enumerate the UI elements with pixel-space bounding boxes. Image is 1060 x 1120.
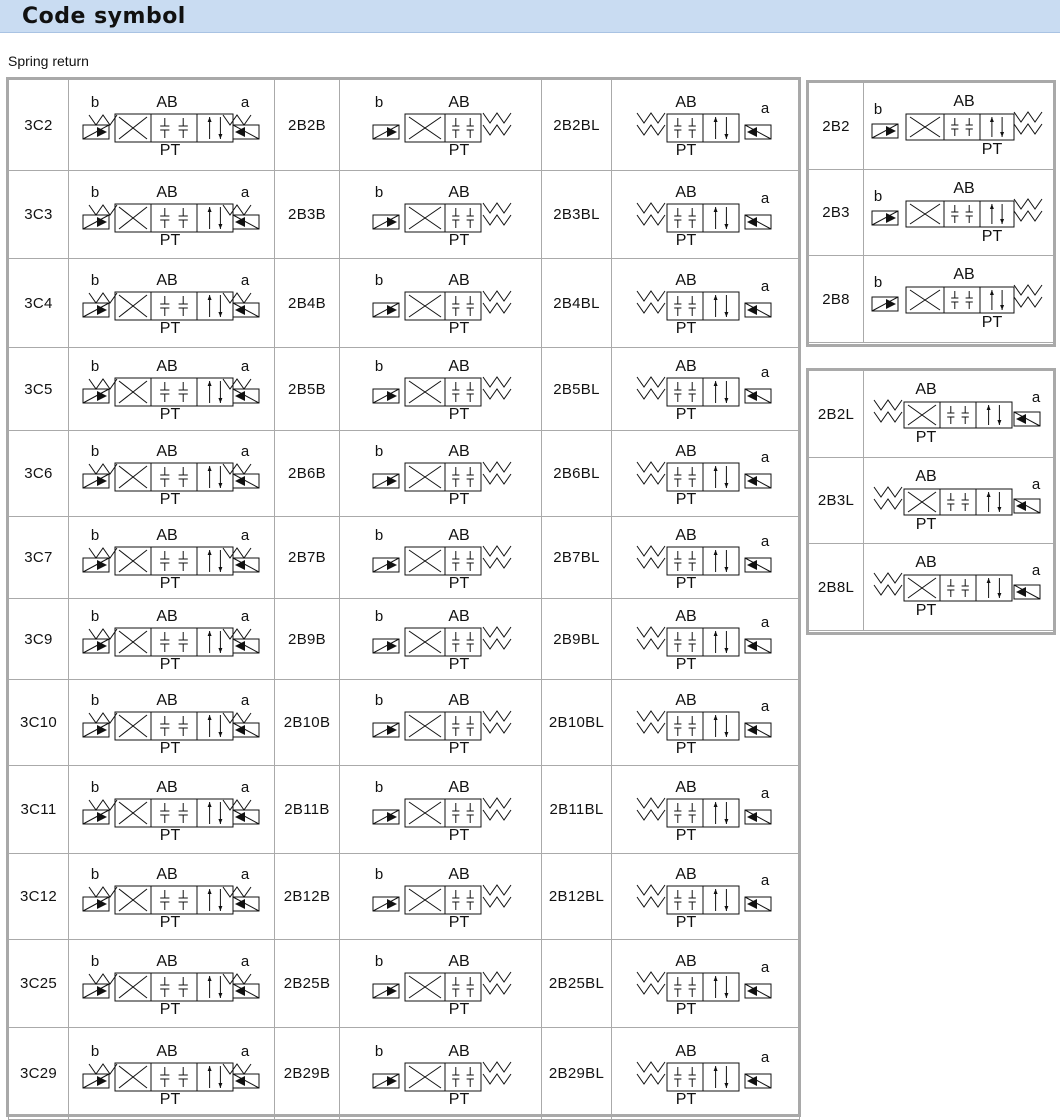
- main-symbol-table: [8, 79, 800, 1120]
- symbol-row: [809, 83, 1055, 170]
- valve-symbol-diagram: [612, 940, 800, 1028]
- svg-text:AB: AB: [448, 1042, 470, 1060]
- section-subtitle: Spring return: [8, 53, 89, 69]
- model-code: 3C2: [9, 80, 69, 171]
- svg-text:PT: PT: [448, 406, 470, 423]
- svg-text:b: b: [90, 526, 100, 544]
- valve-symbol-diagram: [340, 259, 542, 348]
- svg-text:a: a: [240, 608, 250, 625]
- valve-symbol-diagram: [612, 80, 800, 171]
- svg-text:PT: PT: [448, 490, 470, 508]
- valve-symbol-diagram: [864, 371, 1055, 458]
- svg-text:PT: PT: [159, 826, 181, 844]
- model-code: 2B7B: [275, 517, 340, 599]
- model-code: 2B3B: [275, 171, 340, 259]
- symbol-row: [9, 348, 800, 431]
- svg-text:PT: PT: [981, 141, 1003, 158]
- svg-text:AB: AB: [156, 272, 178, 289]
- svg-text:PT: PT: [448, 142, 470, 159]
- svg-text:AB: AB: [156, 608, 178, 625]
- svg-text:b: b: [374, 608, 384, 625]
- svg-text:a: a: [760, 532, 770, 550]
- valve-symbol-diagram: [69, 517, 275, 599]
- valve-symbol-diagram: [69, 80, 275, 171]
- svg-text:PT: PT: [675, 231, 697, 249]
- svg-text:PT: PT: [675, 656, 697, 673]
- model-code: 3C3: [9, 171, 69, 259]
- svg-text:b: b: [90, 952, 100, 970]
- svg-text:b: b: [90, 358, 100, 375]
- svg-text:a: a: [240, 183, 250, 201]
- svg-text:PT: PT: [915, 515, 937, 533]
- model-code: 3C12: [9, 854, 69, 940]
- svg-text:b: b: [873, 187, 883, 205]
- model-code: 3C29: [9, 1028, 69, 1120]
- valve-symbol-diagram: [340, 680, 542, 766]
- valve-symbol-diagram: [612, 680, 800, 766]
- svg-text:b: b: [374, 183, 384, 201]
- model-code: 2B2B: [275, 80, 340, 171]
- svg-text:AB: AB: [448, 865, 470, 883]
- model-code: 2B29B: [275, 1028, 340, 1120]
- svg-text:PT: PT: [448, 739, 470, 757]
- svg-text:PT: PT: [675, 826, 697, 844]
- symbol-row: [9, 940, 800, 1028]
- svg-text:b: b: [90, 778, 100, 796]
- svg-text:AB: AB: [675, 1042, 697, 1060]
- svg-text:AB: AB: [448, 952, 470, 970]
- svg-text:PT: PT: [675, 1000, 697, 1018]
- model-code: 2B8: [809, 256, 864, 343]
- svg-text:AB: AB: [953, 266, 975, 283]
- svg-text:AB: AB: [156, 778, 178, 796]
- valve-symbol-diagram: [612, 348, 800, 431]
- svg-text:PT: PT: [159, 320, 181, 337]
- model-code: 2B6B: [275, 431, 340, 517]
- symbol-row: [9, 680, 800, 766]
- svg-text:a: a: [760, 100, 770, 117]
- svg-text:a: a: [760, 614, 770, 631]
- model-code: 3C4: [9, 259, 69, 348]
- svg-text:b: b: [90, 183, 100, 201]
- valve-symbol-diagram: [612, 854, 800, 940]
- svg-text:b: b: [90, 1042, 100, 1060]
- svg-text:a: a: [1031, 475, 1041, 493]
- svg-text:AB: AB: [953, 93, 975, 110]
- svg-text:AB: AB: [915, 554, 937, 571]
- svg-text:PT: PT: [448, 656, 470, 673]
- svg-text:AB: AB: [448, 608, 470, 625]
- model-code: 3C5: [9, 348, 69, 431]
- valve-symbol-diagram: [340, 766, 542, 854]
- model-code: 2B4B: [275, 259, 340, 348]
- valve-symbol-diagram: [612, 766, 800, 854]
- svg-text:PT: PT: [675, 490, 697, 508]
- svg-text:a: a: [240, 778, 250, 796]
- valve-symbol-diagram: [864, 544, 1055, 631]
- model-code: 2B12B: [275, 854, 340, 940]
- svg-text:PT: PT: [159, 574, 181, 592]
- svg-text:AB: AB: [156, 183, 178, 201]
- svg-text:a: a: [760, 1048, 770, 1066]
- svg-text:a: a: [240, 1042, 250, 1060]
- svg-text:b: b: [374, 865, 384, 883]
- model-code: 2B9B: [275, 599, 340, 680]
- svg-text:AB: AB: [156, 442, 178, 460]
- svg-text:AB: AB: [675, 183, 697, 201]
- svg-text:AB: AB: [156, 94, 178, 111]
- valve-symbol-diagram: [340, 171, 542, 259]
- symbol-row: [9, 854, 800, 940]
- valve-symbol-diagram: [340, 517, 542, 599]
- svg-text:a: a: [240, 691, 250, 709]
- svg-text:PT: PT: [675, 406, 697, 423]
- svg-text:AB: AB: [675, 526, 697, 544]
- valve-symbol-diagram: [69, 171, 275, 259]
- svg-text:AB: AB: [448, 183, 470, 201]
- valve-symbol-diagram: [69, 766, 275, 854]
- svg-text:a: a: [760, 697, 770, 715]
- svg-text:AB: AB: [675, 778, 697, 796]
- valve-symbol-diagram: [340, 1028, 542, 1120]
- symbol-row: [809, 544, 1055, 631]
- valve-symbol-diagram: [612, 171, 800, 259]
- svg-text:b: b: [90, 272, 100, 289]
- svg-text:a: a: [760, 958, 770, 976]
- valve-symbol-diagram: [69, 680, 275, 766]
- svg-text:AB: AB: [675, 865, 697, 883]
- valve-symbol-diagram: [612, 431, 800, 517]
- model-code: 2B10B: [275, 680, 340, 766]
- svg-text:PT: PT: [981, 314, 1003, 331]
- svg-text:PT: PT: [675, 320, 697, 337]
- svg-text:AB: AB: [675, 358, 697, 375]
- model-code: 3C25: [9, 940, 69, 1028]
- symbol-row: [9, 517, 800, 599]
- svg-text:b: b: [374, 442, 384, 460]
- symbol-row: [9, 171, 800, 259]
- svg-text:b: b: [90, 442, 100, 460]
- model-code: 3C6: [9, 431, 69, 517]
- svg-text:AB: AB: [448, 94, 470, 111]
- svg-text:a: a: [760, 364, 770, 381]
- model-code: 2B4BL: [542, 259, 612, 348]
- svg-text:AB: AB: [448, 691, 470, 709]
- symbol-row: [809, 371, 1055, 458]
- svg-text:PT: PT: [159, 656, 181, 673]
- model-code: 2B5B: [275, 348, 340, 431]
- svg-text:AB: AB: [448, 272, 470, 289]
- svg-text:AB: AB: [156, 952, 178, 970]
- svg-text:PT: PT: [159, 1000, 181, 1018]
- symbol-row: [9, 431, 800, 517]
- model-code: 2B25BL: [542, 940, 612, 1028]
- model-code: 2B6BL: [542, 431, 612, 517]
- svg-text:a: a: [1031, 562, 1041, 579]
- svg-text:AB: AB: [675, 442, 697, 460]
- symbol-row: [9, 1028, 800, 1120]
- side-symbol-table-bottom: [808, 370, 1055, 631]
- svg-text:AB: AB: [156, 358, 178, 375]
- svg-text:PT: PT: [448, 826, 470, 844]
- symbol-row: [809, 170, 1055, 256]
- model-code: 3C7: [9, 517, 69, 599]
- valve-symbol-diagram: [69, 431, 275, 517]
- symbol-row: [9, 259, 800, 348]
- svg-text:a: a: [760, 189, 770, 207]
- symbol-row: [9, 599, 800, 680]
- valve-symbol-diagram: [340, 599, 542, 680]
- svg-text:a: a: [240, 952, 250, 970]
- svg-text:PT: PT: [159, 406, 181, 423]
- svg-text:b: b: [374, 691, 384, 709]
- svg-text:b: b: [873, 274, 883, 291]
- svg-text:AB: AB: [448, 778, 470, 796]
- symbol-row: [809, 256, 1055, 343]
- svg-text:PT: PT: [448, 1000, 470, 1018]
- valve-symbol-diagram: [612, 259, 800, 348]
- valve-symbol-diagram: [864, 170, 1055, 256]
- valve-symbol-diagram: [340, 940, 542, 1028]
- section-title: Code symbol: [22, 4, 186, 29]
- svg-text:PT: PT: [675, 1090, 697, 1108]
- svg-text:PT: PT: [448, 574, 470, 592]
- valve-symbol-diagram: [864, 458, 1055, 544]
- svg-text:AB: AB: [915, 467, 937, 485]
- svg-text:b: b: [374, 526, 384, 544]
- model-code: 3C9: [9, 599, 69, 680]
- svg-text:AB: AB: [675, 272, 697, 289]
- valve-symbol-diagram: [612, 599, 800, 680]
- svg-text:AB: AB: [156, 865, 178, 883]
- svg-text:a: a: [240, 358, 250, 375]
- model-code: 2B2L: [809, 371, 864, 458]
- svg-text:PT: PT: [981, 227, 1003, 245]
- svg-text:AB: AB: [675, 94, 697, 111]
- svg-text:b: b: [90, 865, 100, 883]
- model-code: 2B2: [809, 83, 864, 170]
- valve-symbol-diagram: [69, 348, 275, 431]
- svg-text:PT: PT: [675, 913, 697, 931]
- svg-text:PT: PT: [675, 574, 697, 592]
- svg-text:AB: AB: [156, 1042, 178, 1060]
- symbol-row: [9, 766, 800, 854]
- svg-text:a: a: [240, 442, 250, 460]
- model-code: 2B10BL: [542, 680, 612, 766]
- svg-text:AB: AB: [675, 691, 697, 709]
- model-code: 3C10: [9, 680, 69, 766]
- valve-symbol-diagram: [69, 259, 275, 348]
- svg-text:PT: PT: [675, 142, 697, 159]
- svg-text:AB: AB: [448, 442, 470, 460]
- svg-text:PT: PT: [448, 231, 470, 249]
- svg-text:PT: PT: [159, 739, 181, 757]
- svg-text:PT: PT: [448, 913, 470, 931]
- svg-text:a: a: [760, 871, 770, 889]
- valve-symbol-diagram: [340, 431, 542, 517]
- model-code: 3C11: [9, 766, 69, 854]
- section-header: [0, 0, 1060, 33]
- svg-text:AB: AB: [915, 381, 937, 398]
- model-code: 2B3BL: [542, 171, 612, 259]
- svg-text:a: a: [240, 526, 250, 544]
- svg-text:b: b: [90, 94, 100, 111]
- svg-text:AB: AB: [156, 691, 178, 709]
- svg-text:AB: AB: [675, 952, 697, 970]
- model-code: 2B12BL: [542, 854, 612, 940]
- svg-text:PT: PT: [159, 1090, 181, 1108]
- svg-text:b: b: [374, 778, 384, 796]
- svg-text:b: b: [374, 952, 384, 970]
- valve-symbol-diagram: [612, 517, 800, 599]
- svg-text:AB: AB: [675, 608, 697, 625]
- svg-text:PT: PT: [915, 429, 937, 446]
- model-code: 2B9BL: [542, 599, 612, 680]
- svg-text:a: a: [1031, 389, 1041, 406]
- symbol-row: [9, 80, 800, 171]
- svg-text:PT: PT: [675, 739, 697, 757]
- svg-text:b: b: [374, 358, 384, 375]
- svg-text:PT: PT: [915, 602, 937, 619]
- svg-text:a: a: [760, 278, 770, 295]
- model-code: 2B29BL: [542, 1028, 612, 1120]
- model-code: 2B8L: [809, 544, 864, 631]
- model-code: 2B3: [809, 170, 864, 256]
- svg-text:AB: AB: [156, 526, 178, 544]
- valve-symbol-diagram: [612, 1028, 800, 1120]
- svg-text:a: a: [240, 94, 250, 111]
- valve-symbol-diagram: [69, 1028, 275, 1120]
- svg-text:a: a: [760, 448, 770, 466]
- svg-text:PT: PT: [159, 913, 181, 931]
- model-code: 2B11BL: [542, 766, 612, 854]
- valve-symbol-diagram: [69, 854, 275, 940]
- model-code: 2B11B: [275, 766, 340, 854]
- valve-symbol-diagram: [340, 348, 542, 431]
- symbol-row: [809, 458, 1055, 544]
- svg-text:PT: PT: [448, 1090, 470, 1108]
- svg-text:PT: PT: [448, 320, 470, 337]
- svg-text:b: b: [374, 272, 384, 289]
- svg-text:PT: PT: [159, 142, 181, 159]
- svg-text:AB: AB: [448, 526, 470, 544]
- model-code: 2B7BL: [542, 517, 612, 599]
- valve-symbol-diagram: [340, 80, 542, 171]
- model-code: 2B5BL: [542, 348, 612, 431]
- svg-text:a: a: [240, 272, 250, 289]
- valve-symbol-diagram: [69, 599, 275, 680]
- model-code: 2B2BL: [542, 80, 612, 171]
- svg-text:AB: AB: [448, 358, 470, 375]
- svg-text:b: b: [90, 608, 100, 625]
- svg-text:b: b: [873, 101, 883, 118]
- valve-symbol-diagram: [864, 256, 1055, 343]
- svg-text:PT: PT: [159, 231, 181, 249]
- svg-text:b: b: [90, 691, 100, 709]
- valve-symbol-diagram: [864, 83, 1055, 170]
- valve-symbol-diagram: [69, 940, 275, 1028]
- model-code: 2B3L: [809, 458, 864, 544]
- valve-symbol-diagram: [340, 854, 542, 940]
- svg-text:b: b: [374, 94, 384, 111]
- svg-text:a: a: [240, 865, 250, 883]
- side-symbol-table-top: [808, 82, 1055, 343]
- svg-text:AB: AB: [953, 179, 975, 197]
- model-code: 2B25B: [275, 940, 340, 1028]
- svg-text:a: a: [760, 784, 770, 802]
- svg-text:PT: PT: [159, 490, 181, 508]
- svg-text:b: b: [374, 1042, 384, 1060]
